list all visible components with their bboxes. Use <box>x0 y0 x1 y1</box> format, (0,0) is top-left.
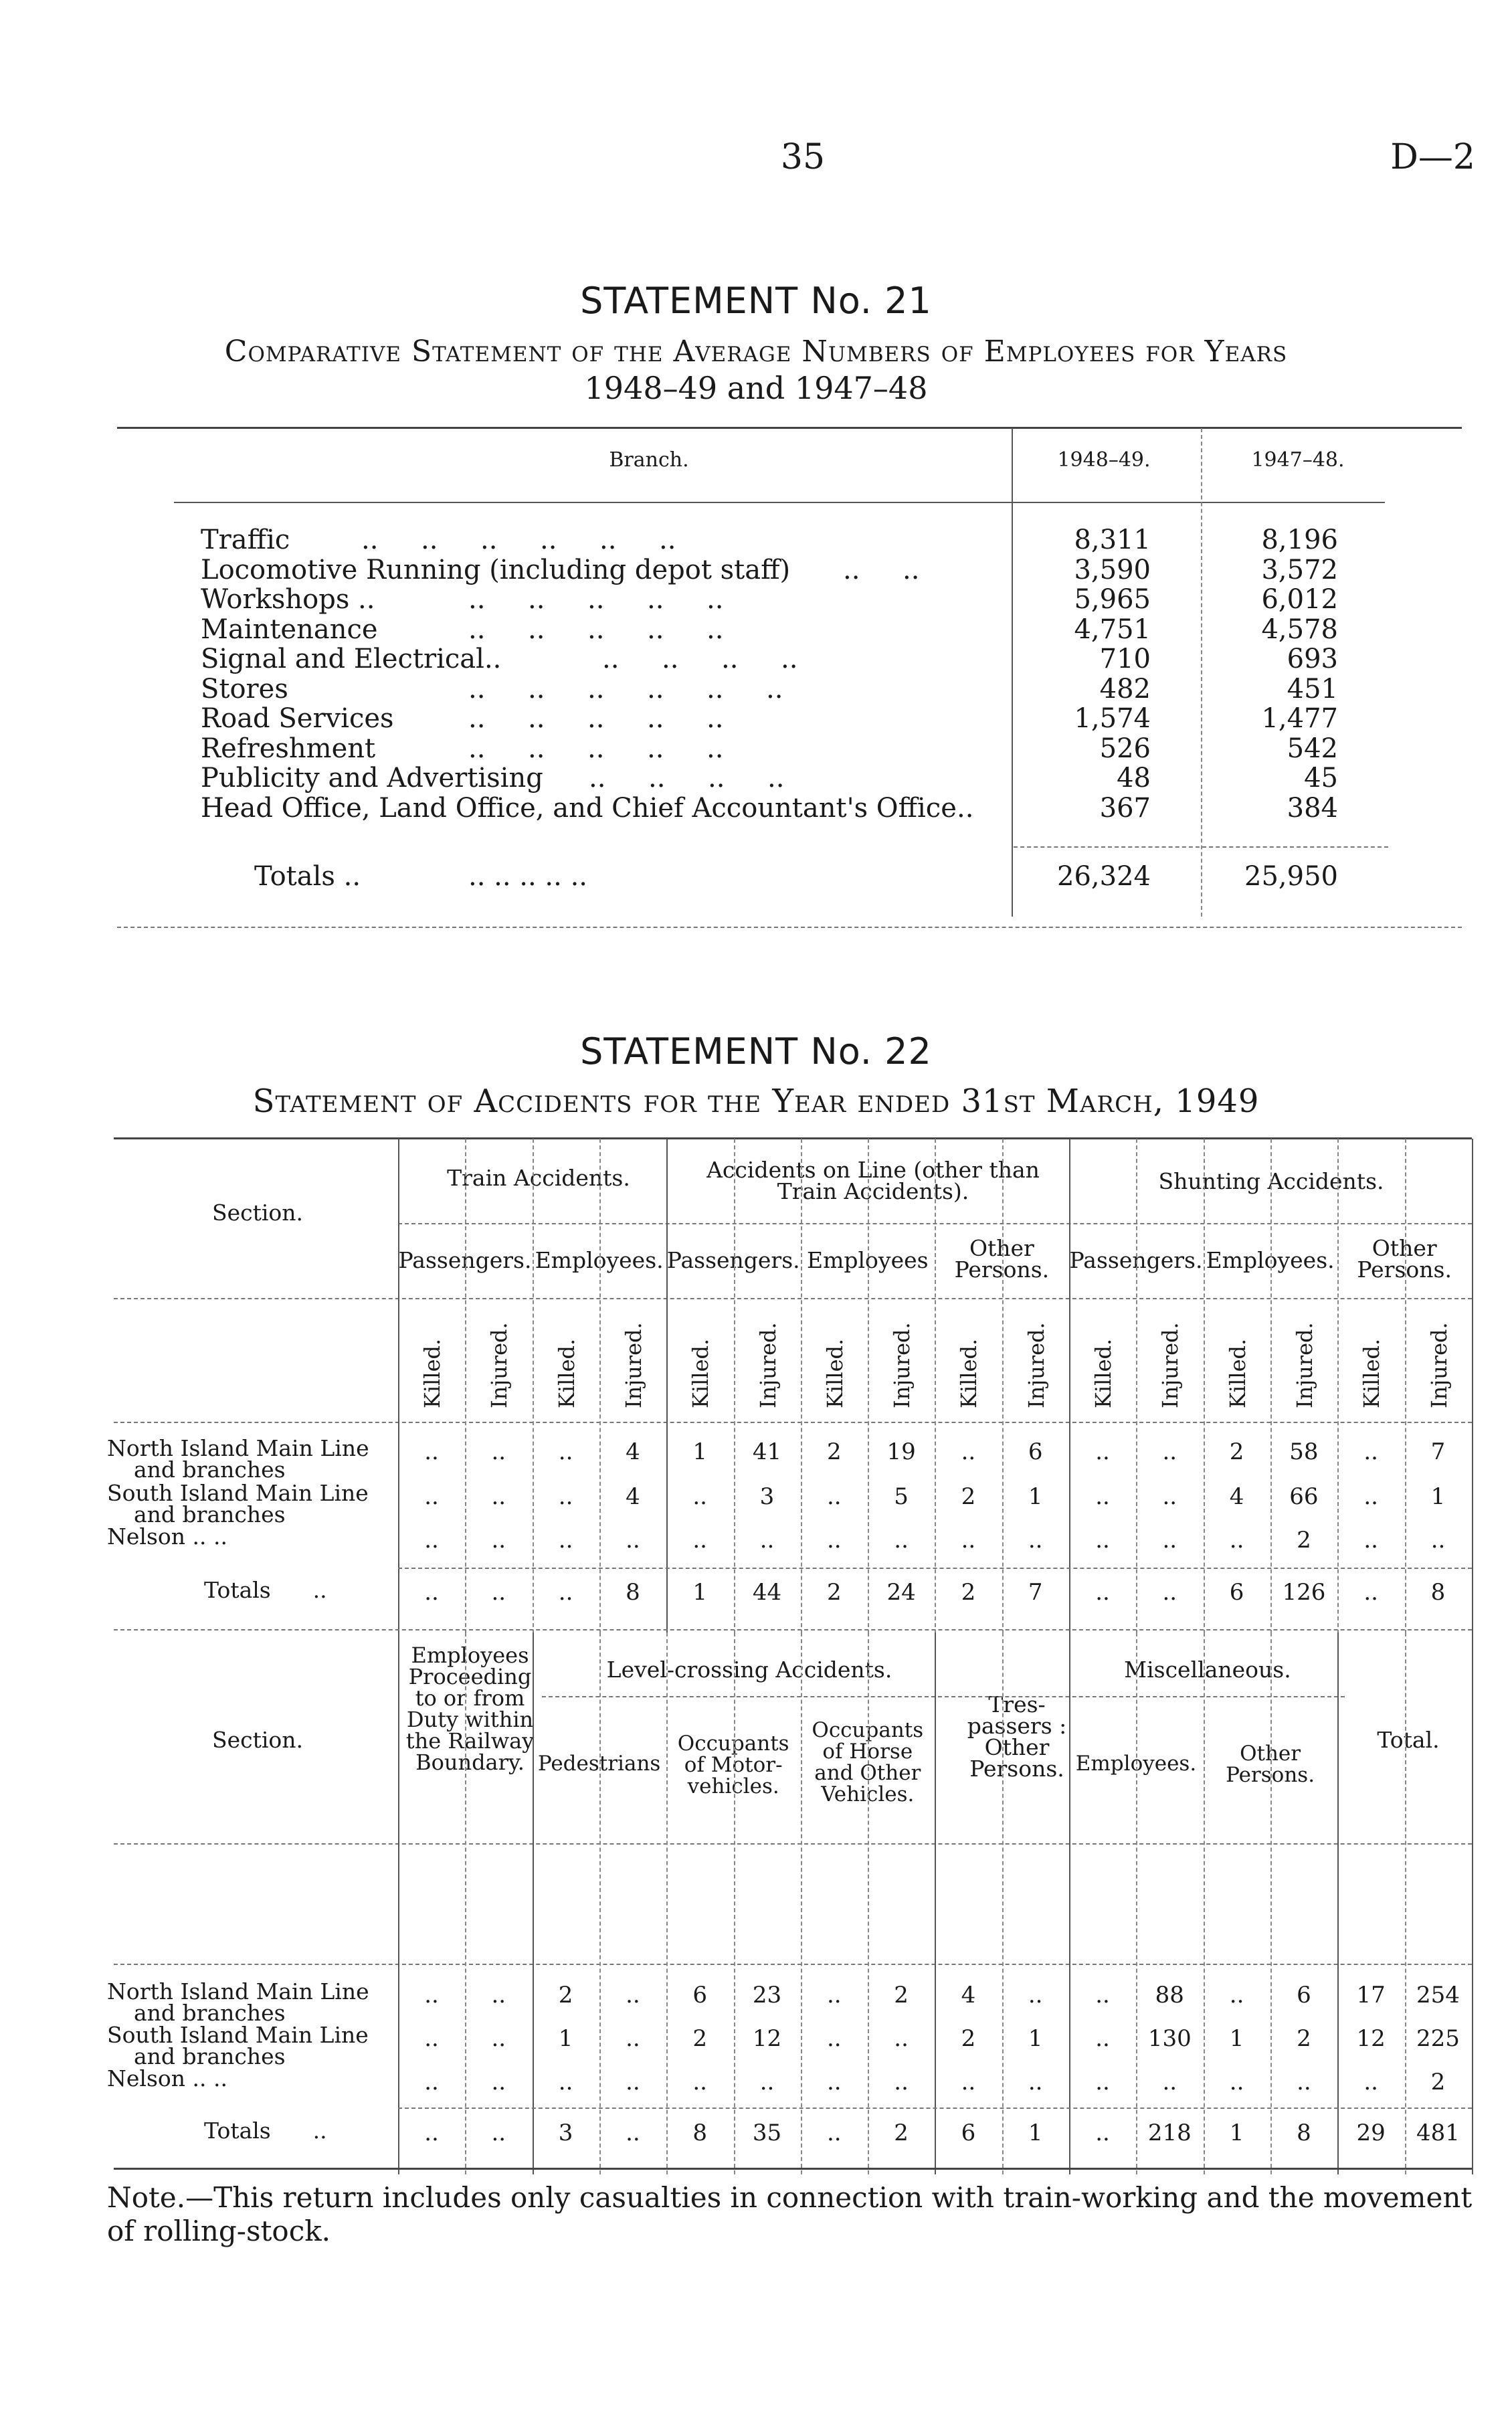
totals-cell: .. <box>1095 2120 1110 2146</box>
subgroup-header: Employees. <box>1075 1752 1197 1776</box>
totals-cell: .. <box>1363 1579 1378 1606</box>
killed-header: Killed. <box>688 1338 714 1408</box>
rule <box>542 1696 1345 1697</box>
table-cell: .. <box>1363 1527 1378 1554</box>
column-divider <box>1136 1632 1137 2174</box>
killed-header: Killed. <box>553 1338 579 1408</box>
killed-header: Killed. <box>1359 1338 1385 1408</box>
table-cell: 2 <box>1297 1527 1311 1554</box>
table-cell: .. <box>424 1527 439 1554</box>
table-cell: .. <box>1028 2069 1043 2095</box>
table-cell: 2 <box>1430 2069 1446 2095</box>
branch-name: Head Office, Land Office, and Chief Accountant's Office <box>201 792 957 824</box>
t1-section-header: Section. <box>211 1200 304 1226</box>
table-cell: 12 <box>752 2025 782 2052</box>
table-cell: .. <box>1095 2025 1110 2052</box>
row-section: South Island Main Line <box>107 2022 369 2048</box>
table-cell: .. <box>1162 1438 1177 1465</box>
table-cell: .. <box>558 1483 573 1510</box>
column-divider <box>1069 1632 1070 2174</box>
table-cell: .. <box>1229 2069 1244 2095</box>
leader-dots: .. .. .. .. <box>589 763 785 793</box>
column-divider <box>1337 1139 1339 1634</box>
totals-cell: 8 <box>1430 1579 1446 1606</box>
table-cell: 225 <box>1416 2025 1460 2052</box>
totals-cell: .. <box>826 2120 842 2146</box>
injured-header: Injured. <box>1023 1322 1049 1408</box>
table-cell: 2 <box>826 1438 842 1465</box>
column-divider <box>1204 1139 1205 1634</box>
rule <box>114 1422 1472 1423</box>
column-divider <box>398 1139 399 1634</box>
value-1948-49: 526 <box>1099 733 1151 764</box>
rule <box>1014 846 1388 848</box>
totals-cell: 218 <box>1147 2120 1192 2146</box>
value-1948-49: 8,311 <box>1074 525 1151 555</box>
page-number: 35 <box>780 137 826 177</box>
row-section-sub: and branches <box>134 1457 286 1483</box>
table-cell: 12 <box>1356 2025 1386 2052</box>
totals-cell: .. <box>1162 1579 1177 1606</box>
column-divider <box>1012 428 1013 917</box>
row-section-sub: and branches <box>134 2043 286 2069</box>
rule <box>114 1298 1472 1299</box>
totals-cell: 44 <box>752 1579 782 1606</box>
table-cell: 41 <box>752 1438 782 1465</box>
table-cell: 19 <box>886 1438 916 1465</box>
table-cell: .. <box>424 2069 439 2095</box>
leader-dots: .. .. .. .. .. .. <box>468 673 783 705</box>
totals-cell: 7 <box>1028 1579 1043 1606</box>
value-1947-48: 451 <box>1287 673 1338 705</box>
column-divider <box>666 1632 668 2174</box>
table-cell: 7 <box>1430 1438 1446 1465</box>
column-divider <box>1002 1139 1004 1634</box>
rule <box>114 1629 1472 1630</box>
column-divider <box>1337 1632 1339 2174</box>
table-cell: .. <box>424 2025 439 2052</box>
table-cell: .. <box>961 2069 976 2095</box>
branch-name: Publicity and Advertising <box>201 763 543 793</box>
table-cell: .. <box>1095 1438 1110 1465</box>
table-cell: 4 <box>626 1438 640 1465</box>
totals-cell: 2 <box>961 1579 976 1606</box>
totals-cell: 24 <box>886 1579 916 1606</box>
rule <box>114 1843 1472 1845</box>
t2-group-total: Total. <box>1377 1727 1440 1753</box>
totals-cell: 1 <box>1229 2120 1244 2146</box>
table-cell: .. <box>1162 1483 1177 1510</box>
table-cell: 23 <box>752 1982 782 2008</box>
injured-header: Injured. <box>620 1322 646 1408</box>
table-cell: .. <box>1363 2069 1378 2095</box>
col-header-branch: Branch. <box>609 448 689 472</box>
total-1948-49: 26,324 <box>1057 861 1151 892</box>
column-divider <box>1270 1139 1272 1634</box>
column-divider <box>398 1632 399 2174</box>
totals-cell: 35 <box>752 2120 782 2146</box>
totals-cell: .. <box>1095 1579 1110 1606</box>
column-divider <box>935 1632 936 2174</box>
table-cell: 1 <box>1028 1483 1043 1510</box>
injured-header: Injured. <box>1291 1322 1317 1408</box>
table-cell: 2 <box>894 1982 909 2008</box>
table-cell: .. <box>1229 1527 1244 1554</box>
table-cell: .. <box>1229 1982 1244 2008</box>
rule <box>114 1964 1472 1965</box>
column-divider <box>599 1632 601 2174</box>
table-cell: 3 <box>759 1483 775 1510</box>
totals-dots: .. .. .. .. .. <box>468 861 588 892</box>
totals-label: Totals .. <box>254 861 361 892</box>
column-divider <box>1270 1632 1272 2174</box>
table-cell: 6 <box>692 1982 707 2008</box>
leader-dots: .. .. .. .. <box>602 644 798 674</box>
subgroup-header: Pedestrians <box>537 1752 661 1776</box>
column-divider <box>465 1139 466 1634</box>
column-divider <box>734 1139 735 1634</box>
table-cell: .. <box>692 1527 707 1554</box>
branch-name: Traffic <box>201 525 290 555</box>
column-divider <box>1472 1632 1473 2174</box>
leader-dots: .. .. .. .. .. <box>468 584 724 615</box>
table-cell: .. <box>491 2025 506 2052</box>
killed-header: Killed. <box>822 1338 848 1408</box>
table-cell: .. <box>961 1527 976 1554</box>
totals-label: Totals .. <box>204 2118 327 2144</box>
page-reference: D—2 <box>1390 137 1475 177</box>
t1-group-shunting: Shunting Accidents. <box>1158 1168 1384 1194</box>
table-cell: 2 <box>1229 1438 1244 1465</box>
totals-cell: .. <box>626 2120 640 2146</box>
column-divider <box>801 1139 802 1634</box>
value-1947-48: 693 <box>1287 644 1338 674</box>
table-cell: 2 <box>961 1483 976 1510</box>
statement-21-years: 1948–49 and 1947–48 <box>584 370 928 406</box>
table-cell: .. <box>1095 1982 1110 2008</box>
table-cell: .. <box>826 2069 842 2095</box>
table-cell: .. <box>759 2069 775 2095</box>
table-cell: 2 <box>692 2025 707 2052</box>
totals-cell: .. <box>424 1579 439 1606</box>
totals-cell: 6 <box>1229 1579 1244 1606</box>
table-cell: 66 <box>1289 1483 1319 1510</box>
t2-section-header: Section. <box>211 1727 304 1753</box>
row-section: North Island Main Line <box>107 1435 369 1461</box>
killed-header: Killed. <box>419 1338 445 1408</box>
totals-cell: 6 <box>961 2120 976 2146</box>
subgroup-header: Other Persons. <box>954 1235 1050 1283</box>
row-section: Nelson .. .. <box>107 1523 227 1550</box>
table-cell: .. <box>1028 1527 1043 1554</box>
column-divider <box>868 1632 869 2174</box>
value-1947-48: 542 <box>1287 733 1338 764</box>
statement-22-subtitle: Statement of Accidents for the Year ended 31st March, 1949 <box>252 1083 1260 1120</box>
column-divider <box>1069 1139 1070 1634</box>
t2-group-level-crossing: Level-crossing Accidents. <box>606 1657 892 1683</box>
table-cell: .. <box>424 1438 439 1465</box>
totals-cell: .. <box>491 1579 506 1606</box>
value-1947-48: 6,012 <box>1261 584 1338 615</box>
branch-name: Workshops .. <box>201 584 375 615</box>
killed-header: Killed. <box>1224 1338 1250 1408</box>
column-divider <box>1472 1139 1473 1634</box>
table-cell: .. <box>1095 1483 1110 1510</box>
subgroup-header: Passengers. <box>666 1247 800 1273</box>
totals-cell: .. <box>424 2120 439 2146</box>
column-divider <box>599 1139 601 1634</box>
value-1948-49: 367 <box>1099 792 1151 824</box>
column-divider <box>465 1632 466 2174</box>
table-cell: 4 <box>626 1483 640 1510</box>
totals-cell: 1 <box>692 1579 707 1606</box>
leader-dots: .. <box>957 792 974 824</box>
table-cell: 6 <box>1028 1438 1043 1465</box>
branch-name: Maintenance <box>201 614 378 645</box>
column-divider <box>1136 1139 1137 1634</box>
table-cell: .. <box>558 2069 573 2095</box>
leader-dots: .. .. .. .. .. <box>468 733 724 764</box>
column-divider <box>1201 428 1202 917</box>
col-header-1948-49: 1948–49. <box>1057 448 1151 472</box>
value-1948-49: 5,965 <box>1074 584 1151 615</box>
row-section: Nelson .. .. <box>107 2065 227 2091</box>
table-cell: 88 <box>1155 1982 1184 2008</box>
table-cell: .. <box>1430 1527 1446 1554</box>
killed-header: Killed. <box>1091 1338 1116 1408</box>
t2-group-trespassers: Tres-passers : Other Persons. <box>967 1691 1067 1782</box>
value-1947-48: 3,572 <box>1261 554 1338 585</box>
table-cell: .. <box>491 1483 506 1510</box>
table-cell: 130 <box>1147 2025 1192 2052</box>
killed-header: Killed. <box>956 1338 982 1408</box>
table-cell: .. <box>692 1483 707 1510</box>
table-cell: .. <box>1363 1483 1378 1510</box>
injured-header: Injured. <box>1157 1322 1184 1408</box>
table-cell: .. <box>626 2025 640 2052</box>
value-1947-48: 384 <box>1287 792 1338 824</box>
leader-dots: .. .. .. .. .. .. <box>361 525 676 555</box>
rule <box>114 1137 1472 1139</box>
table-cell: .. <box>826 2025 842 2052</box>
table-cell: .. <box>491 1438 506 1465</box>
injured-header: Injured. <box>889 1322 915 1408</box>
table-cell: .. <box>1162 1527 1177 1554</box>
table-cell: .. <box>1162 2069 1177 2095</box>
rule <box>114 2168 1472 2170</box>
table-cell: .. <box>626 1527 640 1554</box>
value-1948-49: 482 <box>1099 673 1151 705</box>
statement-21-subtitle: Comparative Statement of the Average Numbers of Employees for Years <box>224 335 1288 369</box>
rule <box>398 2108 1472 2109</box>
value-1948-49: 4,751 <box>1074 614 1151 645</box>
totals-cell: 481 <box>1416 2120 1460 2146</box>
value-1947-48: 8,196 <box>1261 525 1338 555</box>
totals-cell: 29 <box>1356 2120 1386 2146</box>
table-cell: 2 <box>1297 2025 1311 2052</box>
value-1947-48: 1,477 <box>1261 703 1338 734</box>
branch-name: Signal and Electrical.. <box>201 644 502 674</box>
table-cell: .. <box>626 1982 640 2008</box>
footnote: Note.—This return includes only casualties in connection with train-working and the movement of rolling-stock. <box>107 2181 1473 2247</box>
column-divider <box>1405 1632 1406 2174</box>
totals-cell: 126 <box>1282 1579 1326 1606</box>
table-cell: 2 <box>558 1982 573 2008</box>
table-cell: 5 <box>894 1483 909 1510</box>
table-cell: 1 <box>1430 1483 1446 1510</box>
leader-dots: .. .. <box>843 554 920 585</box>
value-1948-49: 710 <box>1099 644 1151 674</box>
totals-cell: 8 <box>692 2120 707 2146</box>
t1-group-train: Train Accidents. <box>447 1165 630 1191</box>
row-section-sub: and branches <box>134 2000 286 2026</box>
table-cell: 1 <box>1229 2025 1244 2052</box>
table-cell: .. <box>491 1527 506 1554</box>
table-cell: 1 <box>1028 2025 1043 2052</box>
totals-label: Totals .. <box>204 1577 327 1603</box>
statement-22-title: STATEMENT No. 22 <box>580 1030 932 1072</box>
subgroup-header: Employees <box>807 1247 929 1273</box>
column-divider <box>1405 1139 1406 1634</box>
table-cell: 1 <box>692 1438 707 1465</box>
table-cell: .. <box>558 1438 573 1465</box>
table-cell: .. <box>961 1438 976 1465</box>
table-cell: 1 <box>558 2025 573 2052</box>
totals-cell: .. <box>491 2120 506 2146</box>
table-cell: .. <box>1297 2069 1311 2095</box>
row-section: North Island Main Line <box>107 1978 369 2004</box>
totals-cell: 8 <box>1297 2120 1311 2146</box>
column-divider <box>1204 1632 1205 2174</box>
table-cell: .. <box>1028 1982 1043 2008</box>
injured-header: Injured. <box>486 1322 512 1408</box>
branch-name: Locomotive Running (including depot staff) <box>201 554 791 585</box>
table-cell: 2 <box>961 2025 976 2052</box>
subgroup-header: Other Persons. <box>1357 1235 1452 1283</box>
total-1947-48: 25,950 <box>1244 861 1338 892</box>
subgroup-header: Other Persons. <box>1226 1742 1315 1787</box>
table-cell: 17 <box>1356 1982 1386 2008</box>
table-cell: 58 <box>1289 1438 1319 1465</box>
column-divider <box>1002 1632 1004 2174</box>
branch-name: Stores <box>201 673 288 705</box>
t2-group-miscellaneous: Miscellaneous. <box>1124 1657 1291 1683</box>
table-cell: .. <box>826 1982 842 2008</box>
table-cell: .. <box>558 1527 573 1554</box>
col-header-1947-48: 1947–48. <box>1251 448 1345 472</box>
value-1948-49: 48 <box>1117 763 1151 793</box>
totals-cell: 2 <box>894 2120 909 2146</box>
totals-cell: 3 <box>558 2120 573 2146</box>
row-section: South Island Main Line <box>107 1480 369 1506</box>
table-cell: .. <box>894 2025 909 2052</box>
table-cell: .. <box>1363 1438 1378 1465</box>
subgroup-header: Employees. <box>535 1247 664 1273</box>
column-divider <box>666 1139 668 1634</box>
subgroup-header: Passengers. <box>1069 1247 1203 1273</box>
value-1948-49: 1,574 <box>1074 703 1151 734</box>
column-divider <box>868 1139 869 1634</box>
table-cell: .. <box>894 2069 909 2095</box>
totals-cell: .. <box>558 1579 573 1606</box>
statement-21-title: STATEMENT No. 21 <box>580 280 932 322</box>
totals-cell: 2 <box>826 1579 842 1606</box>
subgroup-header: Passengers. <box>398 1247 532 1273</box>
totals-cell: 1 <box>1028 2120 1043 2146</box>
column-divider <box>533 1632 534 2174</box>
value-1948-49: 3,590 <box>1074 554 1151 585</box>
table-cell: .. <box>1095 1527 1110 1554</box>
rule <box>174 502 1385 503</box>
rule <box>117 927 1462 928</box>
leader-dots: .. .. .. .. .. <box>468 614 724 645</box>
column-divider <box>801 1632 802 2174</box>
table-cell: 254 <box>1416 1982 1460 2008</box>
table-cell: .. <box>826 1527 842 1554</box>
table-cell: .. <box>424 1483 439 1510</box>
row-section-sub: and branches <box>134 1501 286 1527</box>
subgroup-header: Occupants of Motor-vehicles. <box>677 1732 789 1798</box>
rule <box>117 427 1462 429</box>
table-cell: .. <box>759 1527 775 1554</box>
branch-name: Road Services <box>201 703 394 734</box>
table-cell: 4 <box>961 1982 976 2008</box>
value-1947-48: 45 <box>1304 763 1338 793</box>
table-cell: .. <box>692 2069 707 2095</box>
column-divider <box>533 1139 534 1634</box>
rule <box>398 1568 1472 1569</box>
table-cell: 4 <box>1229 1483 1244 1510</box>
column-divider <box>734 1632 735 2174</box>
table-cell: .. <box>424 1982 439 2008</box>
table-cell: .. <box>894 1527 909 1554</box>
leader-dots: .. .. .. .. .. <box>468 703 724 734</box>
injured-header: Injured. <box>755 1322 781 1408</box>
subgroup-header: Occupants of Horse and Other Vehicles. <box>812 1718 924 1806</box>
table-cell: .. <box>491 2069 506 2095</box>
t2-group-employees-proceeding: Employees Proceeding to or from Duty within the Railway Boundary. <box>405 1643 535 1775</box>
table-cell: .. <box>491 1982 506 2008</box>
value-1947-48: 4,578 <box>1261 614 1338 645</box>
table-cell: .. <box>1095 2069 1110 2095</box>
injured-header: Injured. <box>1426 1322 1452 1408</box>
totals-cell: 8 <box>626 1579 640 1606</box>
table-cell: .. <box>826 1483 842 1510</box>
column-divider <box>935 1139 936 1634</box>
table-cell: 6 <box>1297 1982 1311 2008</box>
branch-name: Refreshment <box>201 733 376 764</box>
subgroup-header: Employees. <box>1206 1247 1335 1273</box>
table-cell: .. <box>626 2069 640 2095</box>
t1-group-on-line: Accidents on Line (other than Train Accidents). <box>706 1157 1040 1204</box>
